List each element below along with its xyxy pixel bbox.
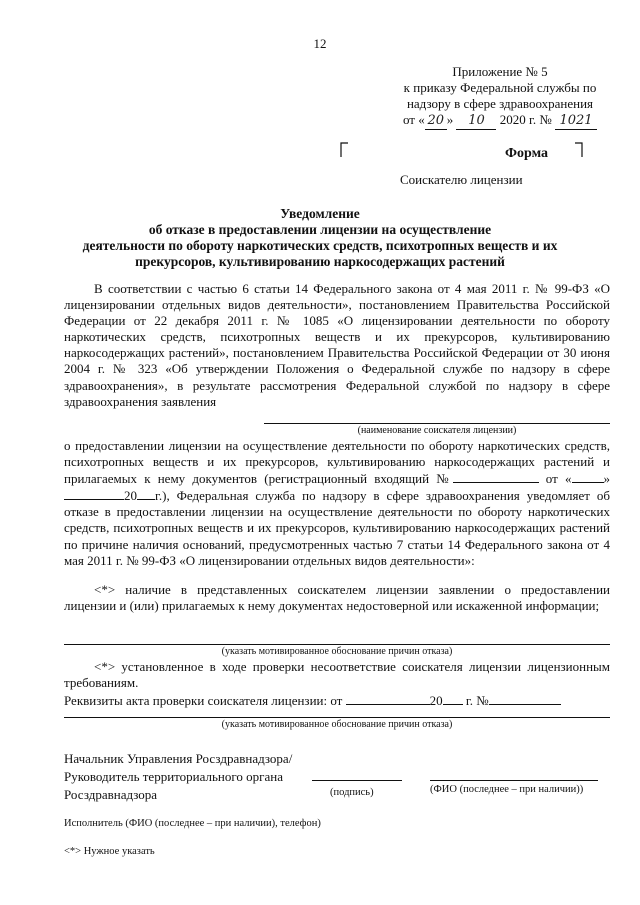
heading-line-3: деятельности по обороту наркотических средств, психотропных веществ и их [82, 238, 558, 253]
inspection-number-prefix: г. № [465, 693, 489, 708]
order-year: 2020 г. № [499, 112, 552, 127]
executor-line: Исполнитель (ФИО (последнее – при наличии), телефон) [64, 818, 321, 829]
name-line [430, 780, 598, 781]
page-number: 12 [313, 36, 327, 51]
order-day: 20 [425, 113, 447, 130]
reason1-justification-line [64, 644, 610, 645]
order-month: 10 [456, 113, 496, 130]
day-blank [572, 470, 604, 483]
right-corner-bracket [574, 142, 584, 163]
heading-line-1: Уведомление [280, 206, 360, 221]
form-label: Форма [505, 146, 549, 161]
registration-number-blank [453, 470, 539, 483]
addressee: Соискателю лицензии [400, 172, 523, 187]
caption-applicant: (наименование соискателя лицензии) [357, 425, 517, 436]
signatory-line-1: Начальник Управления Росздравнадзора/ [64, 751, 293, 766]
bracket-left-mark [340, 142, 350, 158]
caption-signature: (подпись) [330, 787, 374, 798]
applicant-name-line [264, 423, 610, 424]
order-number: 1021 [555, 113, 597, 130]
document-heading [60, 206, 580, 270]
reason2-justification-line [64, 717, 610, 718]
inspection-number-blank [489, 692, 561, 705]
reason-noncompliance: <*> установленное в ходе проверки несоответствие соискателя лицензии лицензионным требованиям. [64, 659, 610, 691]
inspection-act-line [64, 692, 610, 709]
bracket-right-mark [574, 142, 584, 158]
inspection-year-blank [443, 692, 463, 705]
footnote: <*> Нужное указать [64, 846, 155, 857]
inspection-year: 20 [429, 693, 443, 708]
caption-full-name: (ФИО (последнее – при наличии)) [430, 784, 584, 795]
paragraph-notification [64, 438, 610, 569]
caption-reason1: (указать мотивированное обоснование причин отказа) [221, 646, 453, 657]
inspection-date-blank [346, 692, 430, 705]
from-quote: » [603, 471, 610, 487]
signatory-line-3: Росздравнадзора [64, 787, 158, 802]
year-blank [137, 487, 155, 500]
appendix-title: Приложение № 5 [452, 64, 548, 79]
signature-line [312, 780, 402, 781]
appendix-agency-line: надзору в сфере здравоохранения [406, 96, 594, 111]
paragraph-legal-basis: В соответствии с частью 6 статьи 14 Федерального закона от 4 мая 2011 г. № 99-ФЗ «О лицензировании отдельных видов деятельности», постановлением Правительства Российской Федерации от 22 декабря 2011 г. № 1085 «О лицензировании деятельности по обороту наркотических средств, психотропных веществ и их прекурсоров, культивированию наркосодержащих растений», постановлением Правительства Российской Федерации от 30 июня 2004 г. № 323 «Об утверждении Положения о Федеральной службе по надзору в сфере здравоохранения», в результате рассмотрения Федеральной службой по надзору в сфере здравоохранения заявления [64, 281, 610, 409]
heading-line-2: об отказе в предоставлении лицензии на осуществление [148, 222, 492, 237]
from-prefix: от « [545, 471, 572, 487]
appendix-order-line: к приказу Федеральной службы по [403, 80, 597, 95]
date-quote: » [446, 112, 454, 127]
reason-false-information: <*> наличие в представленных соискателем лицензии заявлении о предоставлении лицензии и (или) прилагаемых к нему документах недостоверной или искаженной информации; [64, 582, 610, 614]
signatory-line-2: Руководитель территориального органа [64, 769, 283, 784]
date-prefix: от « [402, 112, 425, 127]
appendix-block [390, 64, 610, 130]
heading-line-4: прекурсоров, культивированию наркосодержащих растений [135, 254, 505, 269]
left-corner-bracket [340, 142, 350, 163]
inspection-prefix: Реквизиты акта проверки соискателя лицензии: от [64, 693, 343, 708]
paragraph-notification-part-a: о предоставлении лицензии на осуществление деятельности по обороту наркотических средств, психотропных веществ и их прекурсоров, культивированию наркосодержащих растений и прилагаемых к нему документов (регистрационный входящий № [64, 438, 610, 487]
appendix-date-line [390, 112, 610, 130]
signatory-block [64, 750, 292, 804]
month-blank [64, 487, 124, 500]
paragraph-notification-part-b: г.), Федеральная служба по надзору в сфере здравоохранения уведомляет об отказе в предоставлении лицензии на осуществление деятельности по обороту наркотических средств, психотропных веществ и их прекурсоров, культивированию наркосодержащих растений по причине наличия оснований, предусмотренных частью 7 статьи 14 Федерального закона от 4 мая 2011 г. № 99-ФЗ «О лицензировании отдельных видов деятельности»: [64, 488, 610, 568]
year-prefix: 20 [124, 488, 137, 504]
caption-reason2: (указать мотивированное обоснование причин отказа) [221, 719, 453, 730]
